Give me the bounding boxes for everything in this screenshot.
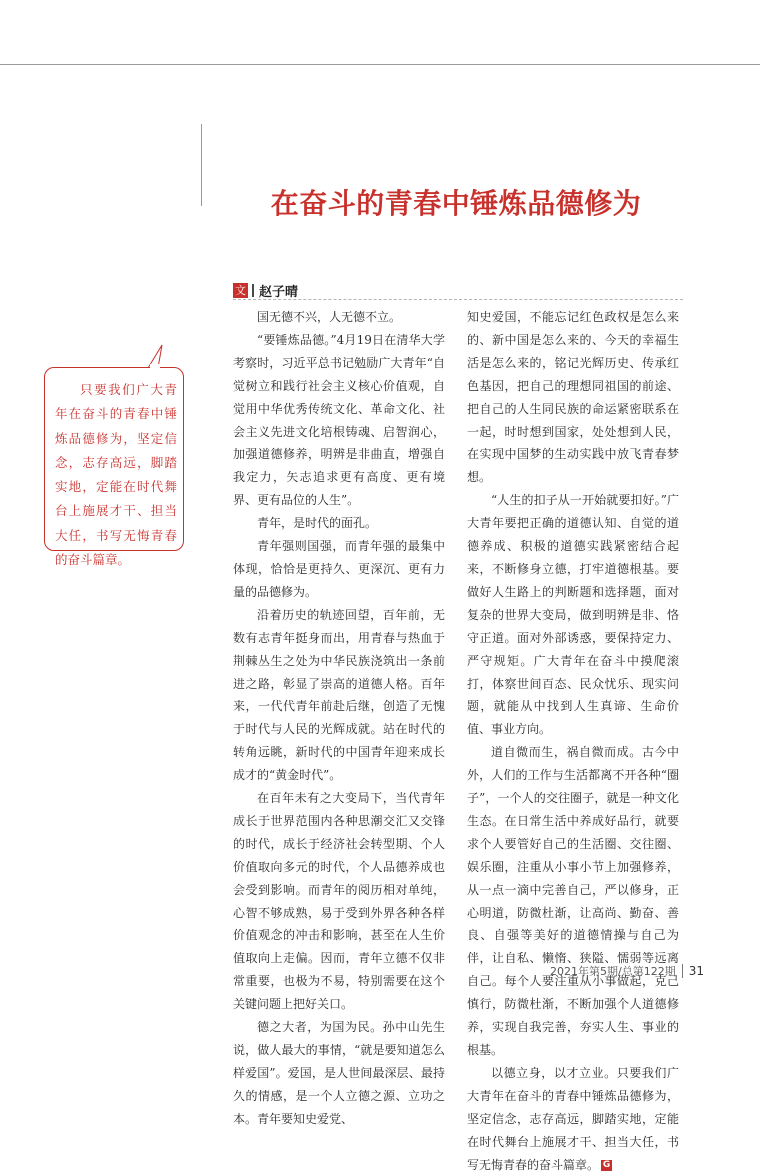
- paragraph: 青年强则国强，而青年强的最集中体现，恰恰是更持久、更深沉、更有力量的品德修为。: [233, 539, 445, 599]
- pull-quote-text: 只要我们广大青年在奋斗的青春中锤炼品德修为，坚定信念，志存高远，脚踏实地，定能在时代舞台上施展才干、担当大任，书写无悔青春的奋斗篇章。: [55, 382, 177, 568]
- paragraph: 道自微而生，祸自微而成。古今中外，人们的工作与生活都离不开各种“圈子”，一个人的交往圈子，就是一种文化生态。在日常生活中养成好品行，就要求个人要管好自己的生活圈、交往圈、娱乐圈，注重从小事小节上加强修养，从一点一滴中完善自己，严以修身，正心明道，防微杜渐，让高尚、勤奋、善良、自强等美好的道德情操与自己为伴，让自私、懒惰、狭隘、懦弱等远离自己。每个人要注重从小事做起，克己慎行，防微杜渐，不断加强个人道德修养，实现自我完善，夯实人生、事业的根基。: [467, 745, 679, 1057]
- speech-bubble-tail-mask: [150, 364, 160, 370]
- paragraph: “要锤炼品德。”4月19日在清华大学考察时，习近平总书记勉励广大青年“自觉树立和践行社会主义核心价值观，自觉用中华优秀传统文化、革命文化、社会主义先进文化培根铸魂、启智润心，加强道德修养，明辨是非曲直，增强自我定力，矢志追求更有高度、更有境界、更有品位的人生”。: [233, 332, 445, 508]
- paragraph-text: 以德立身，以才立业。只要我们广大青年在奋斗的青春中锤炼品德修为，坚定信念，志存高远，脚踏实地，定能在时代舞台上施展才干、担当大任，书写无悔青春的奋斗篇章。: [467, 1065, 679, 1172]
- paragraph: 国无德不兴，人无德不立。: [257, 310, 402, 324]
- article-column-right: [467, 306, 679, 1176]
- paragraph: 知史爱国，不能忘记红色政权是怎么来的、新中国是怎么来的、今天的幸福生活是怎么来的，铭记光辉历史、传承红色基因，把自己的理想同祖国的前途、把自己的人生同民族的命运紧密联系在一起，时时想到国家，处处想到人民，在实现中国梦的生动实践中放飞青春梦想。: [467, 310, 679, 485]
- byline: [233, 281, 298, 299]
- closing-paragraph: [467, 1062, 679, 1176]
- end-mark-icon: G: [602, 1159, 611, 1170]
- article-title: 在奋斗的青春中锤炼品德修为: [270, 187, 642, 220]
- page-number: 31: [688, 964, 704, 978]
- byline-rule: [233, 299, 683, 300]
- paragraph: 在百年未有之大变局下，当代青年成长于世界范围内各种思潮交汇又交锋的时代，成长于经济社会转型期、个人价值取向多元的时代，个人品德养成也会受到影响。而青年的阅历相对单纯，心智不够成熟，易于受到外界各种各样价值观念的冲击和影响，甚至在人生价值取向上走偏。因而，青年立德不仅非常重要，也极为不易，特别需要在这个关键问题上把好关口。: [233, 791, 445, 1012]
- footer-separator: [682, 964, 683, 978]
- paragraph: “人生的扣子从一开始就要扣好。”广大青年要把正确的道德认知、自觉的道德养成、积极的道德实践紧密结合起来，不断修身立德，打牢道德根基。要做好人生路上的判断题和选择题，面对复杂的世界大变局，做到明辨是非、恪守正道。面对外部诱惑，要保持定力、严守规矩。广大青年在奋斗中摸爬滚打，体察世间百态、民众忧乐、现实问题，就能从中找到人生真谛、生命价值、事业方向。: [467, 493, 679, 737]
- page-footer: [550, 963, 704, 979]
- header-rule: [0, 64, 760, 65]
- issue-info: 2021年第5期/总第122期: [550, 965, 676, 978]
- pull-quote: [44, 367, 184, 568]
- byline-separator: [252, 284, 254, 297]
- byline-badge: 文: [235, 284, 246, 297]
- title-divider: [201, 124, 202, 206]
- paragraph: 青年，是时代的面孔。: [257, 516, 378, 531]
- author-name: 赵子晴: [259, 284, 299, 300]
- paragraph: 德之大者，为国为民。孙中山先生说，做人最大的事情，“就是要知道怎么样爱国”。爱国，是人世间最深层、最持久的情感，是一个人立德之源、立功之本。青年要知史爱党、: [233, 1020, 445, 1126]
- paragraph: 沿着历史的轨迹回望，百年前，无数有志青年挺身而出，用青春与热血于荆棘丛生之处为中华民族浇筑出一条前进之路，彰显了崇高的道德人格。百年来，一代代青年前赴后继，创造了无愧于时代与人民的光辉成就。站在时代的转角远眺，新时代的中国青年迎来成长成才的“黄金时代”。: [233, 607, 445, 783]
